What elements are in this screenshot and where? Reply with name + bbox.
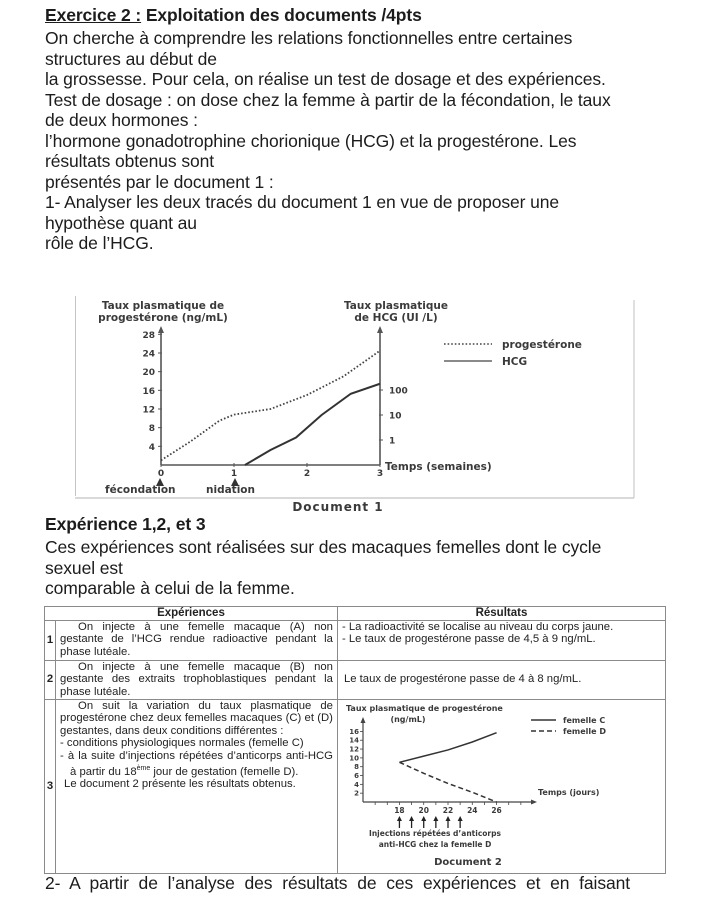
doc2-y-tick-label: 16	[349, 727, 359, 736]
doc2-series-femelle-d	[399, 762, 496, 802]
intro-line: présentés par le document 1 :	[45, 171, 274, 192]
document-1-caption: Document 1	[292, 500, 384, 514]
question-1-line: hypothèse quant au	[45, 212, 197, 233]
doc2-x-tick-label: 18	[394, 805, 405, 815]
doc1-legend-hcg-label: HCG	[502, 356, 528, 368]
doc1-y-right-tick-label: 1	[389, 436, 396, 447]
doc2-x-arrow-icon	[531, 799, 537, 804]
doc1-y-left-tick-label: 12	[142, 405, 155, 416]
question-1-line: rôle de l’HCG.	[45, 233, 154, 253]
result-line: - Le taux de progestérone passe de 4,5 à 9 ng/mL.	[341, 633, 596, 646]
intro-line: résultats obtenus sont	[45, 151, 215, 171]
doc1-y-left-tick-label: 4	[148, 442, 155, 453]
doc1-annotation-fecondation: fécondation	[105, 484, 176, 496]
doc1-y-left-label-line1: Taux plasmatique de	[101, 300, 225, 312]
doc1-y-left-tick-label: 28	[142, 330, 155, 341]
doc2-x-tick-label: 26	[491, 805, 502, 815]
experience-cell	[56, 660, 338, 699]
doc1-series-progesterone	[161, 351, 380, 461]
doc1-annotation-nidation: nidation	[206, 484, 255, 496]
row-number: 3	[45, 699, 56, 874]
doc2-x-tick-label: 24	[467, 805, 478, 815]
ordinal-suffix: ème	[136, 764, 151, 772]
intro-line: de deux hormones :	[45, 110, 198, 130]
table-row	[45, 699, 666, 874]
experience-text: On injecte à une femelle macaque (B) non gestante des extraits trophoblastiques pendant la phase lutéale.	[60, 660, 333, 698]
experience-paragraph	[45, 537, 601, 599]
doc1-series-hcg	[245, 384, 380, 465]
row-number: 1	[45, 620, 56, 660]
result-line: - La radioactivité se localise au niveau du corps jaune.	[341, 620, 614, 633]
doc2-y-tick-label: 2	[354, 789, 359, 798]
doc2-y-arrow-icon	[360, 717, 365, 723]
injection-arrow-icon	[433, 816, 438, 821]
doc1-y-left-tick-label: 16	[142, 386, 155, 397]
injection-arrow-icon	[445, 816, 450, 821]
experiments-table	[44, 606, 666, 874]
table-row	[45, 620, 666, 660]
doc2-y-label-line2: (ng/mL)	[390, 714, 426, 724]
doc2-y-tick-label: 4	[354, 780, 359, 789]
experience-cell	[56, 699, 338, 874]
doc2-x-axis-label: Temps (jours)	[537, 787, 600, 797]
intro-line: la grossesse. Pour cela, on réalise un test de dosage et des expériences.	[45, 69, 606, 89]
header-experiences: Expériences	[45, 607, 338, 621]
exercise-title	[45, 5, 422, 26]
experience-line: Ces expériences sont réalisées sur des macaques femelles dont le cycle	[45, 537, 602, 557]
doc2-legend-c-label: femelle C	[562, 715, 606, 725]
injection-arrow-icon	[458, 816, 463, 821]
doc1-y-left-arrow-icon	[158, 326, 164, 333]
conclusion-text: Le document 2 présente les résultats obtenus.	[64, 777, 296, 790]
question-1-line: 1- Analyser les deux tracés du document 1 en vue de proposer une	[45, 192, 560, 212]
experience-line: comparable à celui de la femme.	[45, 578, 295, 598]
doc2-x-tick-label: 22	[442, 805, 454, 815]
doc2-series-femelle-c	[399, 732, 496, 762]
document-2-caption: Document 2	[434, 856, 502, 868]
exercise-number: Exercice 2 :	[45, 5, 142, 25]
doc2-annotation-line2: anti-HCG chez la femelle D	[378, 839, 492, 849]
doc2-x-tick-label: 20	[418, 805, 429, 815]
doc2-y-tick-label: 12	[349, 745, 359, 754]
intro-line: On cherche à comprendre les relations fonctionnelles entre certaines	[45, 28, 573, 48]
condition-bullet: - conditions physiologiques normales (femelle C)	[60, 737, 304, 750]
result-line: Le taux de progestérone passe de 4 à 8 ng/mL.	[343, 673, 582, 686]
injection-arrow-icon	[397, 816, 402, 821]
doc1-x-tick-label: 3	[376, 469, 384, 479]
exercise-subtitle: Exploitation des documents /4pts	[141, 5, 422, 25]
intro-paragraph	[45, 28, 611, 254]
intro-line: Test de dosage : on dose chez la femme à partir de la fécondation, le taux	[45, 89, 611, 110]
experience-heading: Expérience 1,2, et 3	[45, 514, 206, 534]
experience-text: On suit la variation du taux plasmatique de progestérone chez deux femelles macaques (C) et (D) gestantes, dans deux conditions différentes :	[60, 699, 333, 737]
doc1-x-axis-label: Temps (semaines)	[385, 461, 492, 473]
doc2-y-tick-label: 10	[349, 753, 359, 762]
doc1-y-right-tick-label: 10	[389, 411, 402, 422]
doc1-x-tick-label: 1	[230, 469, 238, 479]
condition-text: jour de gestation (femelle D).	[150, 765, 299, 778]
intro-line: l’hormone gonadotrophine chorionique (HCG) et la progestérone. Les	[45, 130, 577, 151]
experience-text: On injecte à une femelle macaque (A) non gestante de l’HCG rendue radioactive pendant la phase lutéale.	[60, 620, 333, 658]
document-1-chart	[0, 290, 720, 520]
condition-text: - à la suite d’injections répétées d’anticorps anti-HCG à partir du 18	[60, 749, 333, 778]
injection-arrow-icon	[409, 816, 414, 821]
results-cell	[337, 699, 665, 874]
doc1-y-right-label-line1: Taux plasmatique	[343, 300, 449, 312]
doc2-y-label-line1: Taux plasmatique de progestérone	[345, 703, 503, 713]
doc1-x-tick-label: 2	[303, 469, 311, 479]
doc1-y-right-tick-label: 100	[389, 386, 408, 397]
intro-line: structures au début de	[45, 48, 217, 69]
results-cell	[337, 660, 665, 699]
condition-bullet	[60, 750, 333, 778]
doc2-y-tick-label: 14	[349, 736, 359, 745]
doc2-y-tick-label: 8	[354, 762, 359, 771]
document-2-chart	[338, 700, 656, 870]
doc1-y-left-tick-label: 8	[148, 424, 155, 435]
row-number: 2	[45, 660, 56, 699]
table-row	[45, 660, 666, 699]
question-2: 2- A partir de l’analyse des résultats de ces expériences et en faisant	[45, 873, 631, 893]
experience-line: sexuel est	[45, 557, 123, 578]
doc1-y-left-tick-label: 20	[142, 368, 155, 379]
doc1-y-right-arrow-icon	[377, 326, 383, 333]
doc1-y-left-label-line2: progestérone (ng/mL)	[98, 312, 228, 324]
doc1-x-tick-label: 0	[157, 469, 165, 479]
doc1-y-right-label-line2: de HCG (UI /L)	[354, 312, 438, 324]
doc2-annotation-line1: Injections répétées d’anticorps	[368, 828, 501, 838]
doc1-y-left-tick-label: 24	[142, 349, 155, 360]
results-cell	[337, 620, 665, 660]
table-header-row	[45, 607, 666, 621]
doc2-legend-d-label: femelle D	[562, 726, 606, 736]
doc1-legend-progesterone-label: progestérone	[502, 339, 582, 351]
injection-arrow-icon	[421, 816, 426, 821]
header-results: Résultats	[337, 607, 665, 621]
experience-cell	[56, 620, 338, 660]
doc2-y-tick-label: 6	[354, 771, 359, 780]
